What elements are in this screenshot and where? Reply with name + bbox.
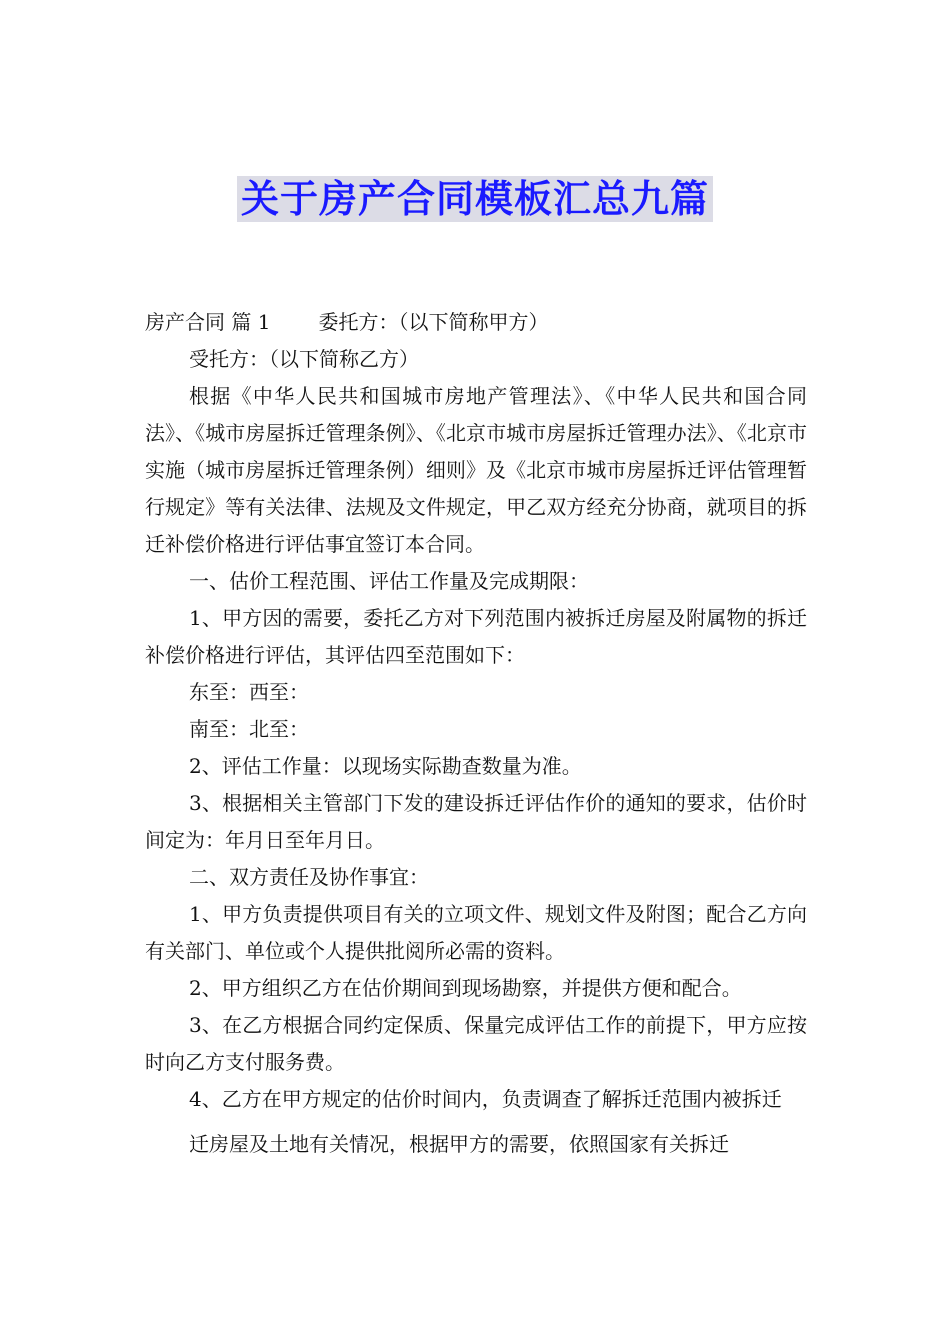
section-heading: 房产合同 篇 1 [145, 310, 271, 334]
paragraph: 东至：西至： [189, 680, 309, 704]
client-party-line: 委托方：（以下简称甲方） [318, 310, 549, 334]
paragraph: 2、甲方组织乙方在估价期间到现场勘察，并提供方便和配合。 [189, 976, 742, 1000]
paragraph-first-line [145, 304, 807, 341]
paragraph: 1、甲方负责提供项目有关的立项文件、规划文件及附图；配合乙方向有关部门、单位或个人提供批阅所必需的资料。 [145, 902, 807, 963]
paragraph: 2、评估工作量：以现场实际勘查数量为准。 [189, 754, 582, 778]
paragraph: 4、乙方在甲方规定的估价时间内，负责调查了解拆迁范围内被拆迁 [189, 1087, 782, 1111]
title-container [0, 176, 950, 222]
paragraph: 3、在乙方根据合同约定保质、保量完成评估工作的前提下，甲方应按时向乙方支付服务费。 [145, 1013, 807, 1074]
document-body [145, 304, 807, 1163]
paragraph: 受托方：（以下简称乙方） [189, 347, 419, 371]
paragraph: 根据《中华人民共和国城市房地产管理法》、《中华人民共和国合同法》、《城市房屋拆迁管理条例》、《北京市城市房屋拆迁管理办法》、《北京市实施（城市房屋拆迁管理条例）细则》及《北京市城市房屋拆迁评估管理暂行规定》等有关法律、法规及文件规定，甲乙双方经充分协商，就项目的拆迁补偿价格进行评估事宜签订本合同。 [145, 384, 807, 556]
paragraph: 南至：北至： [189, 717, 309, 741]
paragraph: 一、估价工程范围、评估工作量及完成期限： [189, 569, 589, 593]
paragraph: 二、双方责任及协作事宜： [189, 865, 429, 889]
document-title: 关于房产合同模板汇总九篇 [237, 176, 713, 222]
paragraph: 1、甲方因的需要，委托乙方对下列范围内被拆迁房屋及附属物的拆迁补偿价格进行评估，其评估四至范围如下： [145, 606, 807, 667]
paragraph: 3、根据相关主管部门下发的建设拆迁评估作价的通知的要求，估价时间定为：年月日至年月日。 [145, 791, 807, 852]
paragraph: 迁房屋及土地有关情况，根据甲方的需要，依照国家有关拆迁 [189, 1132, 729, 1156]
